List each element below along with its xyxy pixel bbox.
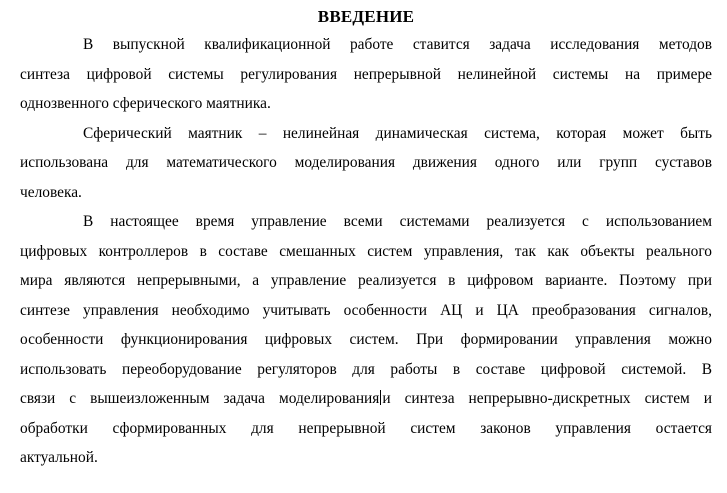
text-line: однозвенного сферического маятника. (20, 95, 271, 112)
text-line: синтеза цифровой системы регулирования непрерывной нелинейной системы на примере (20, 65, 712, 83)
text-segment: связи с вышеизложенным задача моделирования (20, 390, 380, 407)
document-heading: ВВЕДЕНИЕ (317, 7, 415, 26)
paragraph-2 (20, 119, 712, 208)
text-segment: и синтеза непрерывно-дискретных систем и (382, 390, 712, 407)
paragraph-3 (20, 207, 712, 473)
text-line: синтезе управления необходимо учитывать особенности АЦ и ЦА преобразования сигналов, (20, 301, 712, 319)
text-line-with-cursor[interactable] (20, 384, 712, 414)
text-line: цифровых контроллеров в составе смешанных систем управления, так как объекты реального (20, 242, 712, 260)
text-line: мира являются непрерывными, а управление реализуется в цифровом варианте. Поэтому при (20, 272, 712, 289)
text-line: человека. (20, 183, 82, 201)
text-line: использовать переоборудование регуляторов для работы в составе цифровой системой. В (20, 360, 712, 378)
document-page (20, 6, 712, 473)
text-line: В настоящее время управление всеми системами реализуется с использованием (83, 213, 712, 230)
paragraph-1 (20, 30, 712, 119)
text-line: обработки сформированных для непрерывной систем законов управления остается (20, 419, 712, 437)
text-line: использована для математического моделирования движения одного или групп суставов (20, 154, 712, 171)
text-line: Сферический маятник – нелинейная динамическая система, которая может быть (83, 124, 712, 142)
text-line: особенности функционирования цифровых систем. При формировании управления можно (20, 331, 712, 348)
text-line: актуальной. (20, 449, 98, 466)
text-line: В выпускной квалификационной работе ставится задача исследования методов (83, 36, 712, 53)
